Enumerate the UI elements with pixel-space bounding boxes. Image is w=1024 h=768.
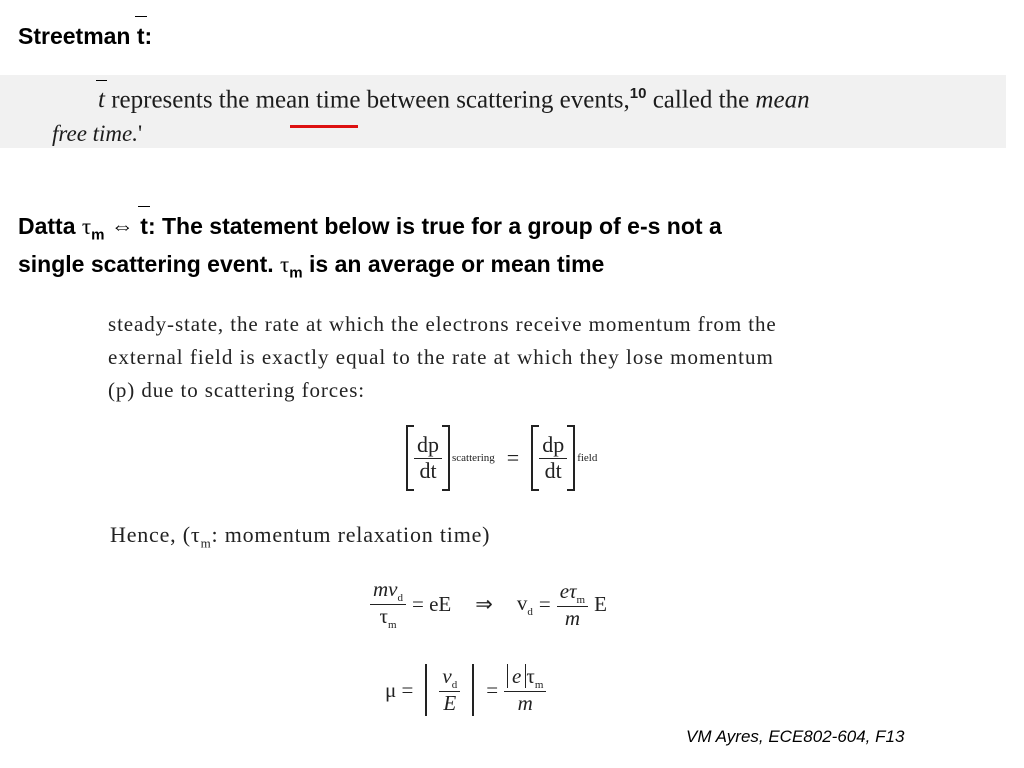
eq2-lhs-den-sub: m (387, 619, 397, 632)
datta-excerpt (108, 308, 948, 407)
heading-datta-lead: Datta (18, 213, 82, 239)
bracket-right-term (531, 425, 575, 491)
eq2-rhs-num: eτ (559, 578, 577, 603)
t-bar-symbol: t (140, 213, 148, 239)
excerpt2-line3: (p) due to scattering forces: (108, 378, 366, 402)
heading-datta-text-2a: single scattering event. (18, 250, 281, 277)
eq3-num-sub: d (451, 679, 458, 691)
equation-drift-velocity (370, 578, 607, 632)
tau-subscript: m (91, 226, 105, 244)
bracket-left-term (406, 425, 450, 491)
heading-colon: : (144, 23, 153, 49)
eq1-sub-scattering: scattering (452, 452, 495, 464)
heading-datta-text-2b: is an average or mean time (302, 250, 605, 277)
heading-streetman-label: Streetman (18, 23, 137, 49)
eq3-rhs-e: e (512, 663, 522, 688)
tau-symbol: τ (81, 214, 92, 239)
eq2-equals: = (538, 592, 551, 617)
excerpt1-italic: mean (755, 86, 810, 114)
eq2-lhs-den: τ (379, 604, 388, 629)
hence-line (110, 522, 490, 551)
t-bar-symbol: t (98, 86, 105, 114)
eq3-rhs-fraction (504, 665, 546, 715)
eq2-v: v (516, 591, 528, 616)
eq2-rhs-num-sub: m (576, 593, 586, 606)
t-bar-symbol: t (136, 23, 145, 49)
excerpt2-line1: steady-state, the rate at which the electrons receive momentum from the (108, 312, 777, 336)
eq3-den: E (443, 691, 457, 716)
heading-datta-text-1: : The statement below is true for a group of e-s not a (147, 213, 722, 239)
heading-streetman (18, 22, 152, 50)
footer-credit: VM Ayres, ECE802-604, F13 (686, 727, 905, 746)
eq3-fraction (439, 665, 460, 715)
eq3-rhs-tau: τ (526, 663, 535, 688)
excerpt1-line2 (52, 121, 142, 147)
eq3-rhs-den: m (517, 691, 533, 716)
implies-arrow-icon: ⇒ (475, 592, 493, 617)
mean-underline-mark (290, 125, 358, 128)
excerpt1-text-b: called the (646, 86, 756, 114)
tau-symbol: τ (280, 251, 290, 277)
abs-bar-left (425, 664, 427, 716)
excerpt1-tail: ' (138, 121, 143, 146)
excerpt2-line2: external field is exactly equal to the rate at which they lose momentum (108, 345, 774, 369)
eq2-rhs-fraction (557, 580, 588, 630)
streetman-excerpt (0, 75, 1006, 148)
eq1-num: dp (414, 433, 442, 458)
eq3-mu: μ = (385, 677, 414, 702)
eq2-lhs-fraction (370, 578, 406, 632)
excerpt1-line1 (98, 85, 810, 114)
eq2-equals-eE: = eE (412, 592, 452, 617)
excerpt1-text-a: represents the mean time between scattering events, (104, 86, 630, 114)
heading-datta (18, 212, 1008, 287)
equation-momentum-balance (406, 425, 597, 491)
double-arrow-icon: ⇔ (104, 213, 141, 239)
eq2-E: E (594, 592, 607, 617)
eq3-num: v (442, 663, 452, 688)
hence-text: Hence, (τ (110, 522, 201, 547)
hence-tail: : momentum relaxation time) (211, 522, 491, 547)
eq1-sub-field: field (577, 452, 598, 464)
eq1-den2: dt (544, 457, 562, 483)
eq1-den: dt (419, 457, 437, 483)
eq2-v-sub: d (527, 606, 533, 619)
eq3-equals: = (486, 677, 499, 702)
eq3-rhs-sub: m (534, 679, 544, 691)
tau-subscript: m (289, 264, 303, 282)
hence-sub: m (200, 535, 212, 551)
eq2-rhs-den: m (564, 605, 580, 630)
heading-datta-line1 (18, 212, 1008, 250)
eq2-lhs-num: mv (373, 577, 398, 601)
excerpt1-italic-2: free time. (52, 121, 139, 146)
eq1-num2: dp (539, 433, 567, 458)
equation-mobility (385, 664, 546, 716)
footnote-marker: 10 (629, 85, 647, 102)
heading-datta-line2 (18, 250, 1008, 288)
abs-bar-right (472, 664, 474, 716)
eq1-equals: = (506, 445, 520, 470)
eq2-lhs-num-sub: d (397, 592, 403, 605)
